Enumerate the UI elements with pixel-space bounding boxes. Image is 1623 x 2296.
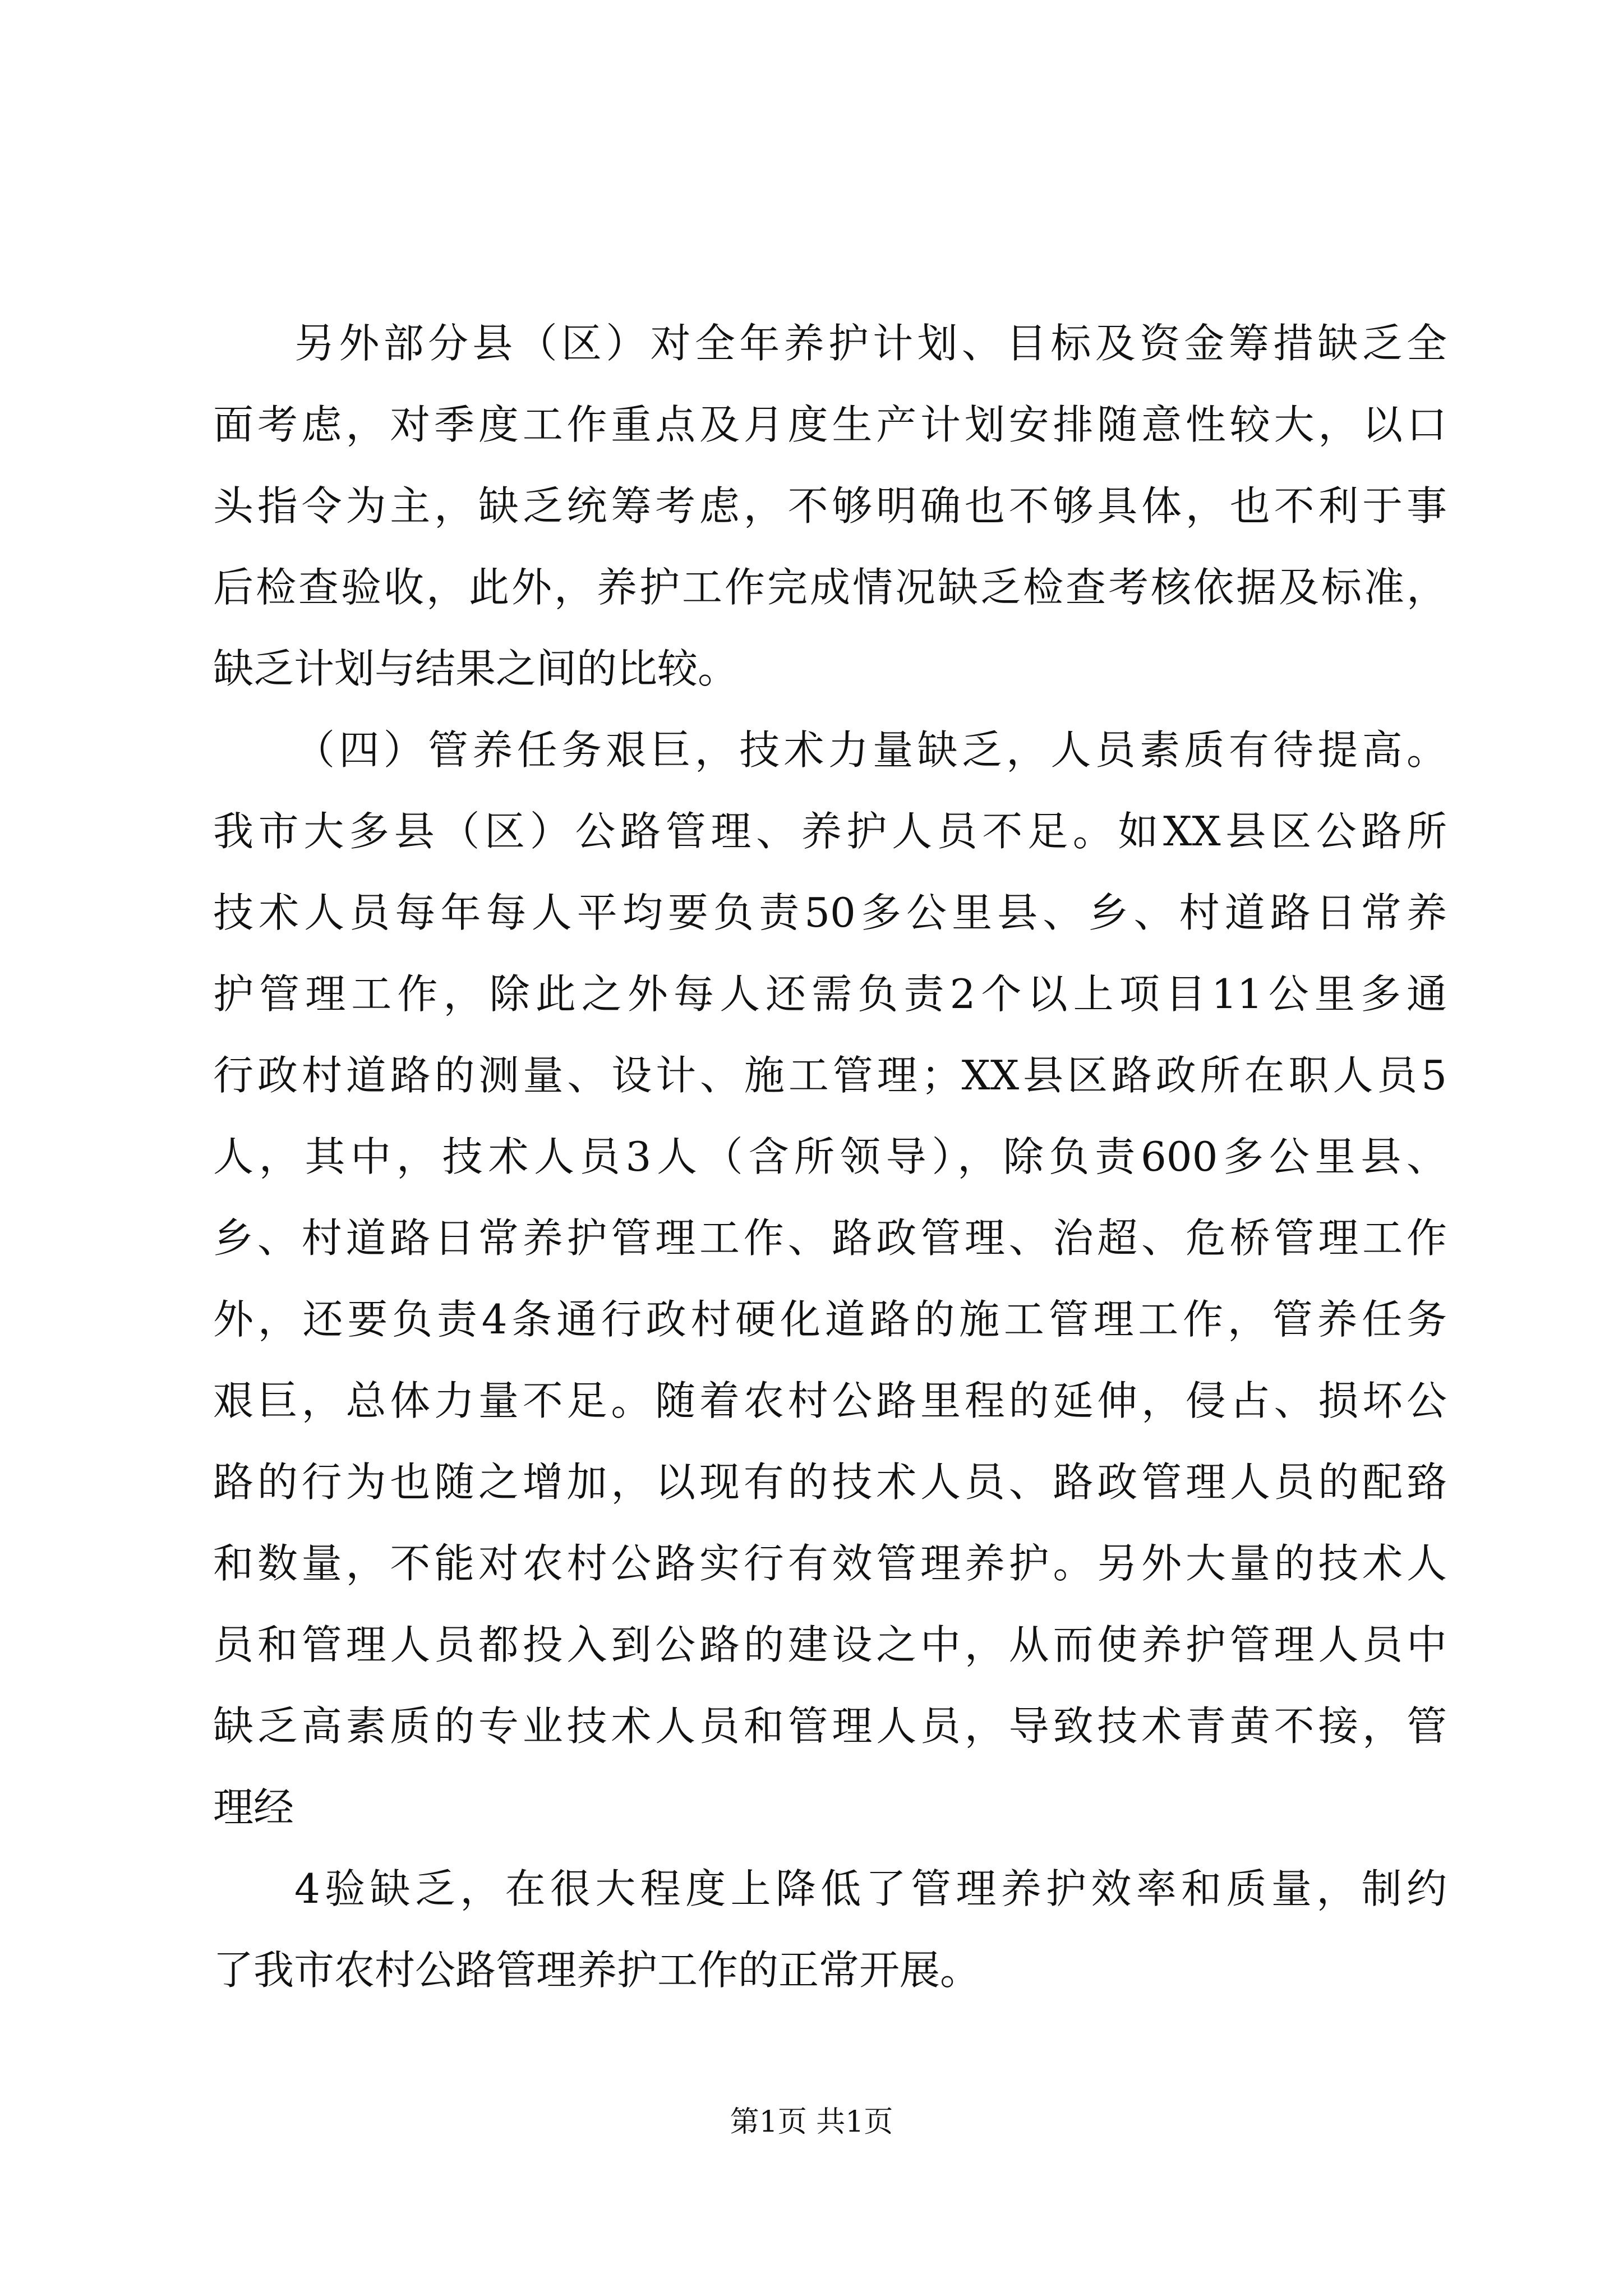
section-heading-line: （四）管养任务艰巨，技术力量缺乏，人员素质有待提高。 bbox=[294, 726, 1447, 774]
text-line: 缺乏计划与结果之间的比较。 bbox=[213, 645, 739, 692]
text-line: 艰巨，总体力量不足。随着农村公路里程的延伸，侵占、损坏公 bbox=[213, 1377, 1447, 1424]
text-line: 外，还要负责4条通行政村硬化道路的施工管理工作，管养任务 bbox=[213, 1296, 1447, 1343]
text-line: 我市大多县（区）公路管理、养护人员不足。如XX县区公路所 bbox=[213, 808, 1447, 855]
text-line: 护管理工作，除此之外每人还需负责2个以上项目11公里多通 bbox=[213, 970, 1447, 1018]
text-line: 4验缺乏，在很大程度上降低了管理养护效率和质量，制约 bbox=[294, 1865, 1447, 1912]
text-line: 员和管理人员都投入到公路的建设之中，从而使养护管理人员中 bbox=[213, 1621, 1447, 1668]
text-line: 人，其中，技术人员3人（含所领导），除负责600多公里县、 bbox=[213, 1133, 1447, 1180]
text-line: 缺乏高素质的专业技术人员和管理人员，导致技术青黄不接，管 bbox=[213, 1703, 1447, 1750]
document-body bbox=[213, 303, 1447, 2011]
text-line: 理经 bbox=[213, 1784, 294, 1831]
text-line: 头指令为主，缺乏统筹考虑，不够明确也不够具体，也不利于事 bbox=[213, 482, 1447, 530]
text-line: 技术人员每年每人平均要负责50多公里县、乡、村道路日常养 bbox=[213, 889, 1447, 936]
text-line: 后检查验收，此外，养护工作完成情况缺乏检查考核依据及标准， bbox=[213, 564, 1447, 611]
text-line: 另外部分县（区）对全年养护计划、目标及资金筹措缺乏全 bbox=[294, 320, 1447, 367]
text-line: 路的行为也随之增加，以现有的技术人员、路政管理人员的配臵 bbox=[213, 1458, 1447, 1506]
text-line: 和数量，不能对农村公路实行有效管理养护。另外大量的技术人 bbox=[213, 1540, 1447, 1587]
text-line: 行政村道路的测量、设计、施工管理；XX县区路政所在职人员5 bbox=[213, 1052, 1447, 1099]
text-line: 了我市农村公路管理养护工作的正常开展。 bbox=[213, 1947, 981, 1994]
text-line: 乡、村道路日常养护管理工作、路政管理、治超、危桥管理工作 bbox=[213, 1214, 1447, 1262]
text-line: 面考虑，对季度工作重点及月度生产计划安排随意性较大，以口 bbox=[213, 401, 1447, 448]
page-footer: 第1页 共1页 bbox=[730, 2105, 893, 2139]
